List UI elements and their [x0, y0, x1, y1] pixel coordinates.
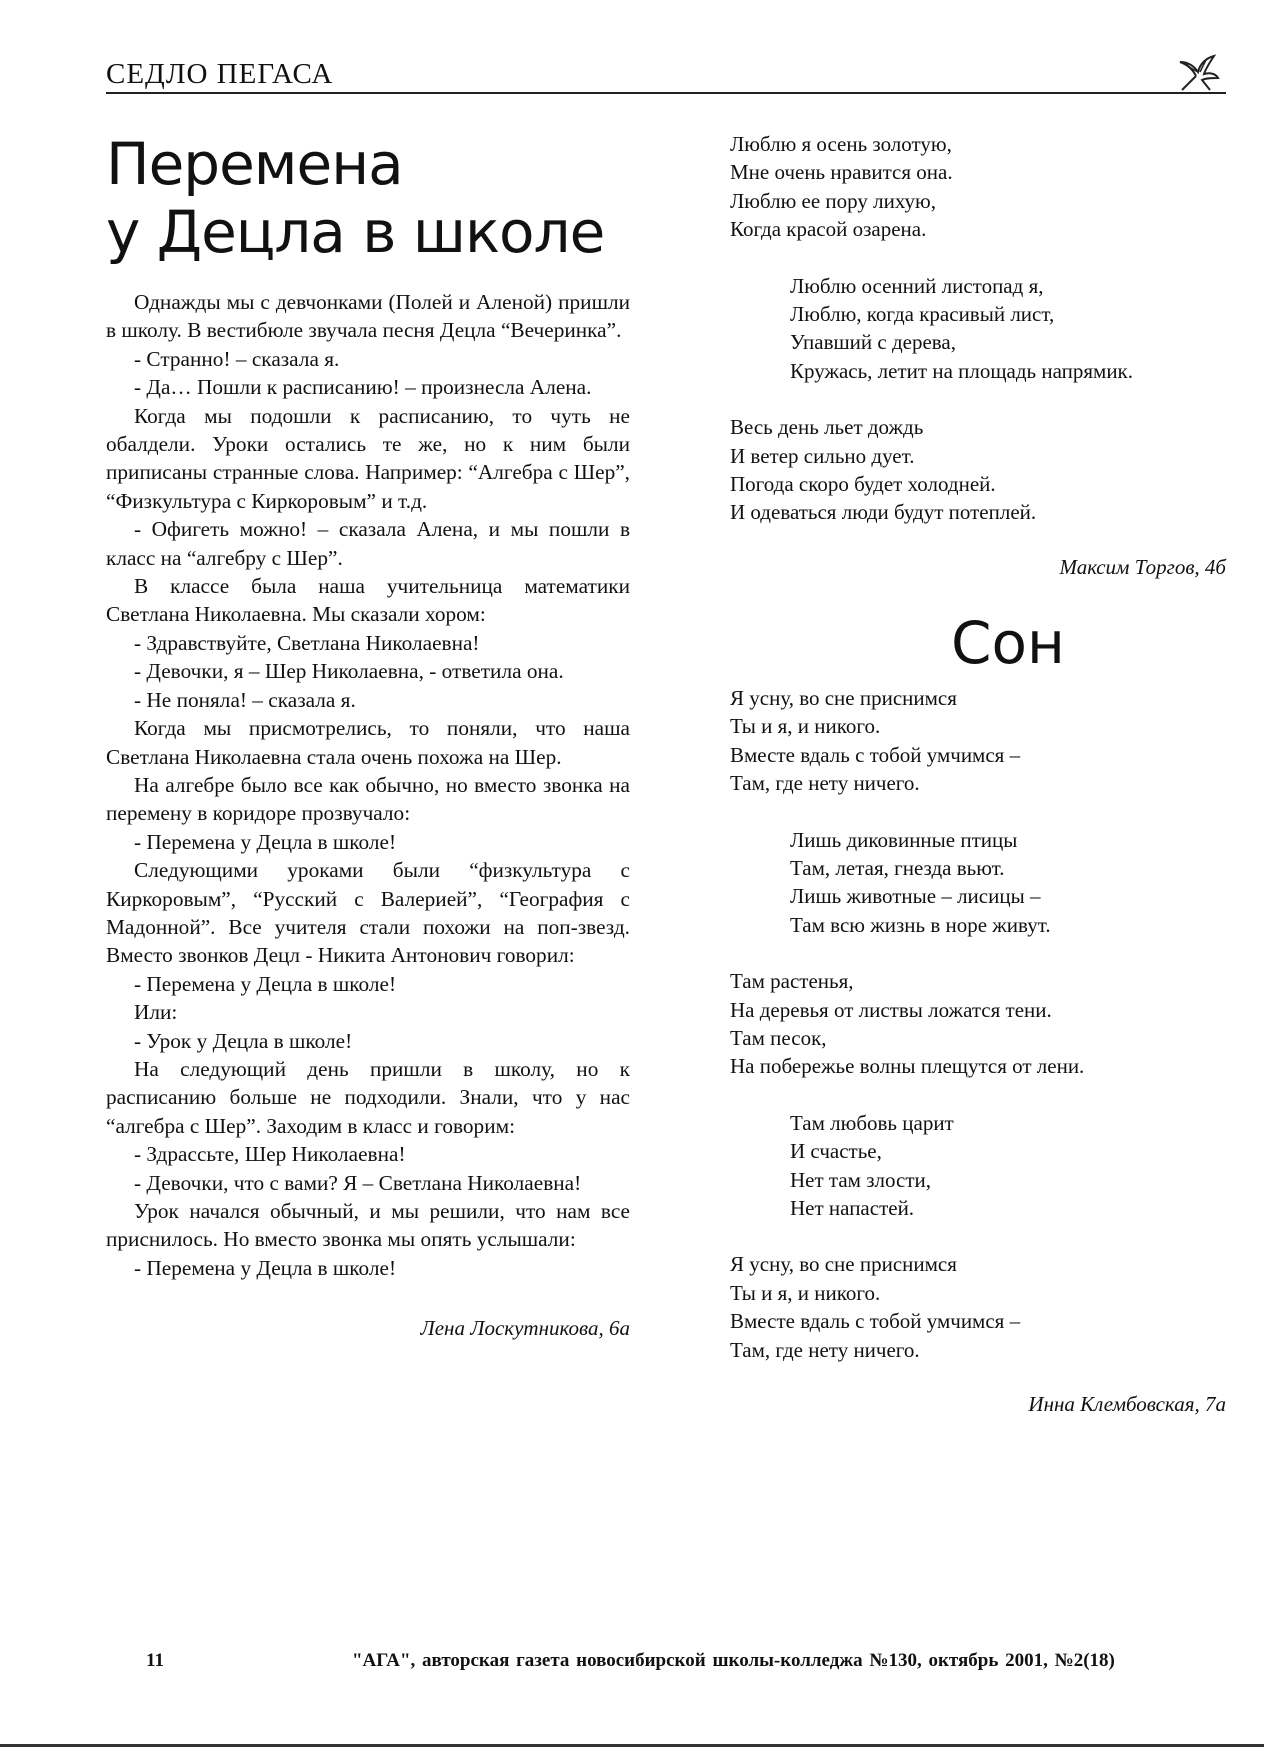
article-body: [106, 288, 630, 1282]
article-paragraph: Однажды мы с девчонками (Полей и Аленой) пришли в школу. В вестибюле звучала песня Децла “Вечеринка”.: [106, 290, 630, 343]
page-footer: [146, 1650, 1186, 1680]
poem-stanza: [730, 272, 1226, 386]
section-title: СЕДЛО ПЕГАСА: [106, 58, 334, 90]
poem-stanza: [730, 130, 1226, 244]
poem-line: Люблю я осень золотую,: [730, 132, 952, 156]
poem-line: И ветер сильно дует.: [730, 443, 915, 468]
article-paragraph: На алгебре было все как обычно, но вместо звонка на перемену в коридоре прозвучало:: [106, 772, 630, 826]
poem-line: Там, где нету ничего.: [730, 1337, 920, 1362]
article-paragraph: - Здравствуйте, Светлана Николаевна!: [134, 630, 480, 655]
poem-son-author: Инна Клембовская, 7а: [1028, 1392, 1226, 1416]
poem-line: Лишь животные – лисицы –: [790, 884, 1041, 909]
poem-line: Весь день льет дождь: [730, 415, 924, 440]
poem-autumn: [730, 130, 1226, 527]
poem-line: И одеваться люди будут потеплей.: [730, 500, 1037, 525]
poem-stanza: [730, 1250, 1226, 1364]
poem-stanza: [730, 826, 1226, 940]
poem-line: Погода скоро будет холодней.: [730, 472, 996, 497]
poem-line: Нет напастей.: [790, 1195, 915, 1220]
poem-line: Там растенья,: [730, 969, 854, 994]
article-title-line: Перемена: [106, 130, 403, 198]
poem-line: Ты и я, и никого.: [730, 1280, 881, 1305]
poem-line: На побережье волны плещутся от лени.: [730, 1054, 1085, 1079]
article-paragraph: - Перемена у Децла в школе!: [134, 1255, 397, 1280]
poem-line: Вместе вдаль с тобой умчимся –: [730, 1309, 1021, 1334]
article-paragraph: - Девочки, я – Шер Николаевна, - ответила она.: [134, 659, 564, 684]
article-paragraph: Урок начался обычный, и мы решили, что нам все приснилось. Но вместо звонка мы опять услышали:: [106, 1199, 630, 1252]
article-paragraph: Когда мы подошли к расписанию, то чуть не обалдели. Уроки остались те же, но к ним были приписаны странные слова. Например: “Алгебра с Шер”, “Физкультура с Киркоровым” и т.д.: [106, 403, 630, 513]
poem-line: Кружась, летит на площадь напрямик.: [790, 358, 1134, 383]
poem-line: И счастье,: [790, 1139, 882, 1164]
poem-line: Там, где нету ничего.: [730, 771, 920, 796]
poem-son: [730, 684, 1226, 1364]
poem-line: Там любовь царит: [790, 1110, 954, 1135]
bottom-rule: [0, 1744, 1264, 1747]
poem-son-title: Сон: [951, 608, 1065, 677]
poem-line: Вместе вдаль с тобой умчимся –: [730, 742, 1021, 767]
article-paragraph: - Странно! – сказала я.: [134, 346, 340, 371]
poem-autumn-author: Максим Торгов, 4б: [1059, 554, 1226, 579]
article-paragraph: Когда мы присмотрелись, то поняли, что наша Светлана Николаевна стала очень похожа на Шер.: [106, 716, 630, 769]
article-paragraph: - Перемена у Децла в школе!: [134, 971, 397, 996]
poem-line: Мне очень нравится она.: [730, 160, 953, 185]
poem-stanza: [730, 1109, 1226, 1223]
article-paragraph: Следующими уроками были “физкультура с Киркоровым”, “Русский с Валерией”, “География с Мадонной”. Все учителя стали похожи на поп-звезд. Вместо звонков Децл - Никита Антонович говорил:: [106, 858, 630, 968]
publication-info: "АГА", авторская газета новосибирской школы-колледжа №130, октябрь 2001, №2(18): [352, 1650, 1115, 1671]
right-column: [730, 130, 1226, 1417]
poem-line: Люблю осенний листопад я,: [790, 273, 1044, 298]
article-title: [106, 130, 630, 266]
poem-stanza: [730, 684, 1226, 798]
page-number: 11: [146, 1650, 164, 1671]
article-paragraph: - Офигеть можно! – сказала Алена, и мы пошли в класс на “алгебру с Шер”.: [106, 517, 630, 570]
poem-line: Лишь диковинные птицы: [790, 827, 1018, 852]
poem-line: Я усну, во сне приснимся: [730, 685, 957, 710]
poem-line: Там всю жизнь в норе живут.: [790, 912, 1051, 937]
article-paragraph: Или:: [134, 1000, 178, 1025]
pegasus-ornament-icon: [1176, 54, 1220, 94]
poem-line: Люблю, когда красивый лист,: [790, 302, 1055, 327]
article-paragraph: - Да… Пошли к расписанию! – произнесла Алена.: [134, 375, 592, 400]
poem-line: Ты и я, и никого.: [730, 714, 881, 739]
poem-line: Люблю ее пору лихую,: [730, 188, 936, 213]
poem-line: На деревья от листвы ложатся тени.: [730, 997, 1052, 1022]
poem-line: Там песок,: [730, 1025, 827, 1050]
poem-line: Нет там злости,: [790, 1167, 931, 1192]
page-header: [106, 56, 1226, 94]
article-paragraph: - Перемена у Децла в школе!: [134, 829, 397, 854]
article-paragraph: На следующий день пришли в школу, но к расписанию больше не подходили. Знали, что у нас “алгебра с Шер”. Заходим в класс и говорим:: [106, 1056, 630, 1138]
poem-line: Упавший с дерева,: [790, 330, 957, 355]
poem-stanza: [730, 413, 1226, 527]
poem-line: Когда красой озарена.: [730, 217, 927, 242]
article-paragraph: - Не поняла! – сказала я.: [134, 687, 356, 712]
article-author: Лена Лоскутникова, 6а: [420, 1316, 630, 1341]
article-paragraph: В классе была наша учительница математики Светлана Николаевна. Мы сказали хором:: [106, 574, 630, 627]
poem-line: Я усну, во сне приснимся: [730, 1252, 957, 1277]
article-title-line: у Децла в школе: [106, 198, 605, 266]
article-paragraph: - Девочки, что с вами? Я – Светлана Николаевна!: [134, 1170, 582, 1195]
article-paragraph: - Урок у Децла в школе!: [134, 1028, 353, 1053]
article-paragraph: - Здрассьте, Шер Николаевна!: [134, 1142, 406, 1167]
poem-stanza: [730, 967, 1226, 1081]
poem-line: Там, летая, гнезда вьют.: [790, 855, 1005, 880]
left-column: [106, 130, 630, 1341]
